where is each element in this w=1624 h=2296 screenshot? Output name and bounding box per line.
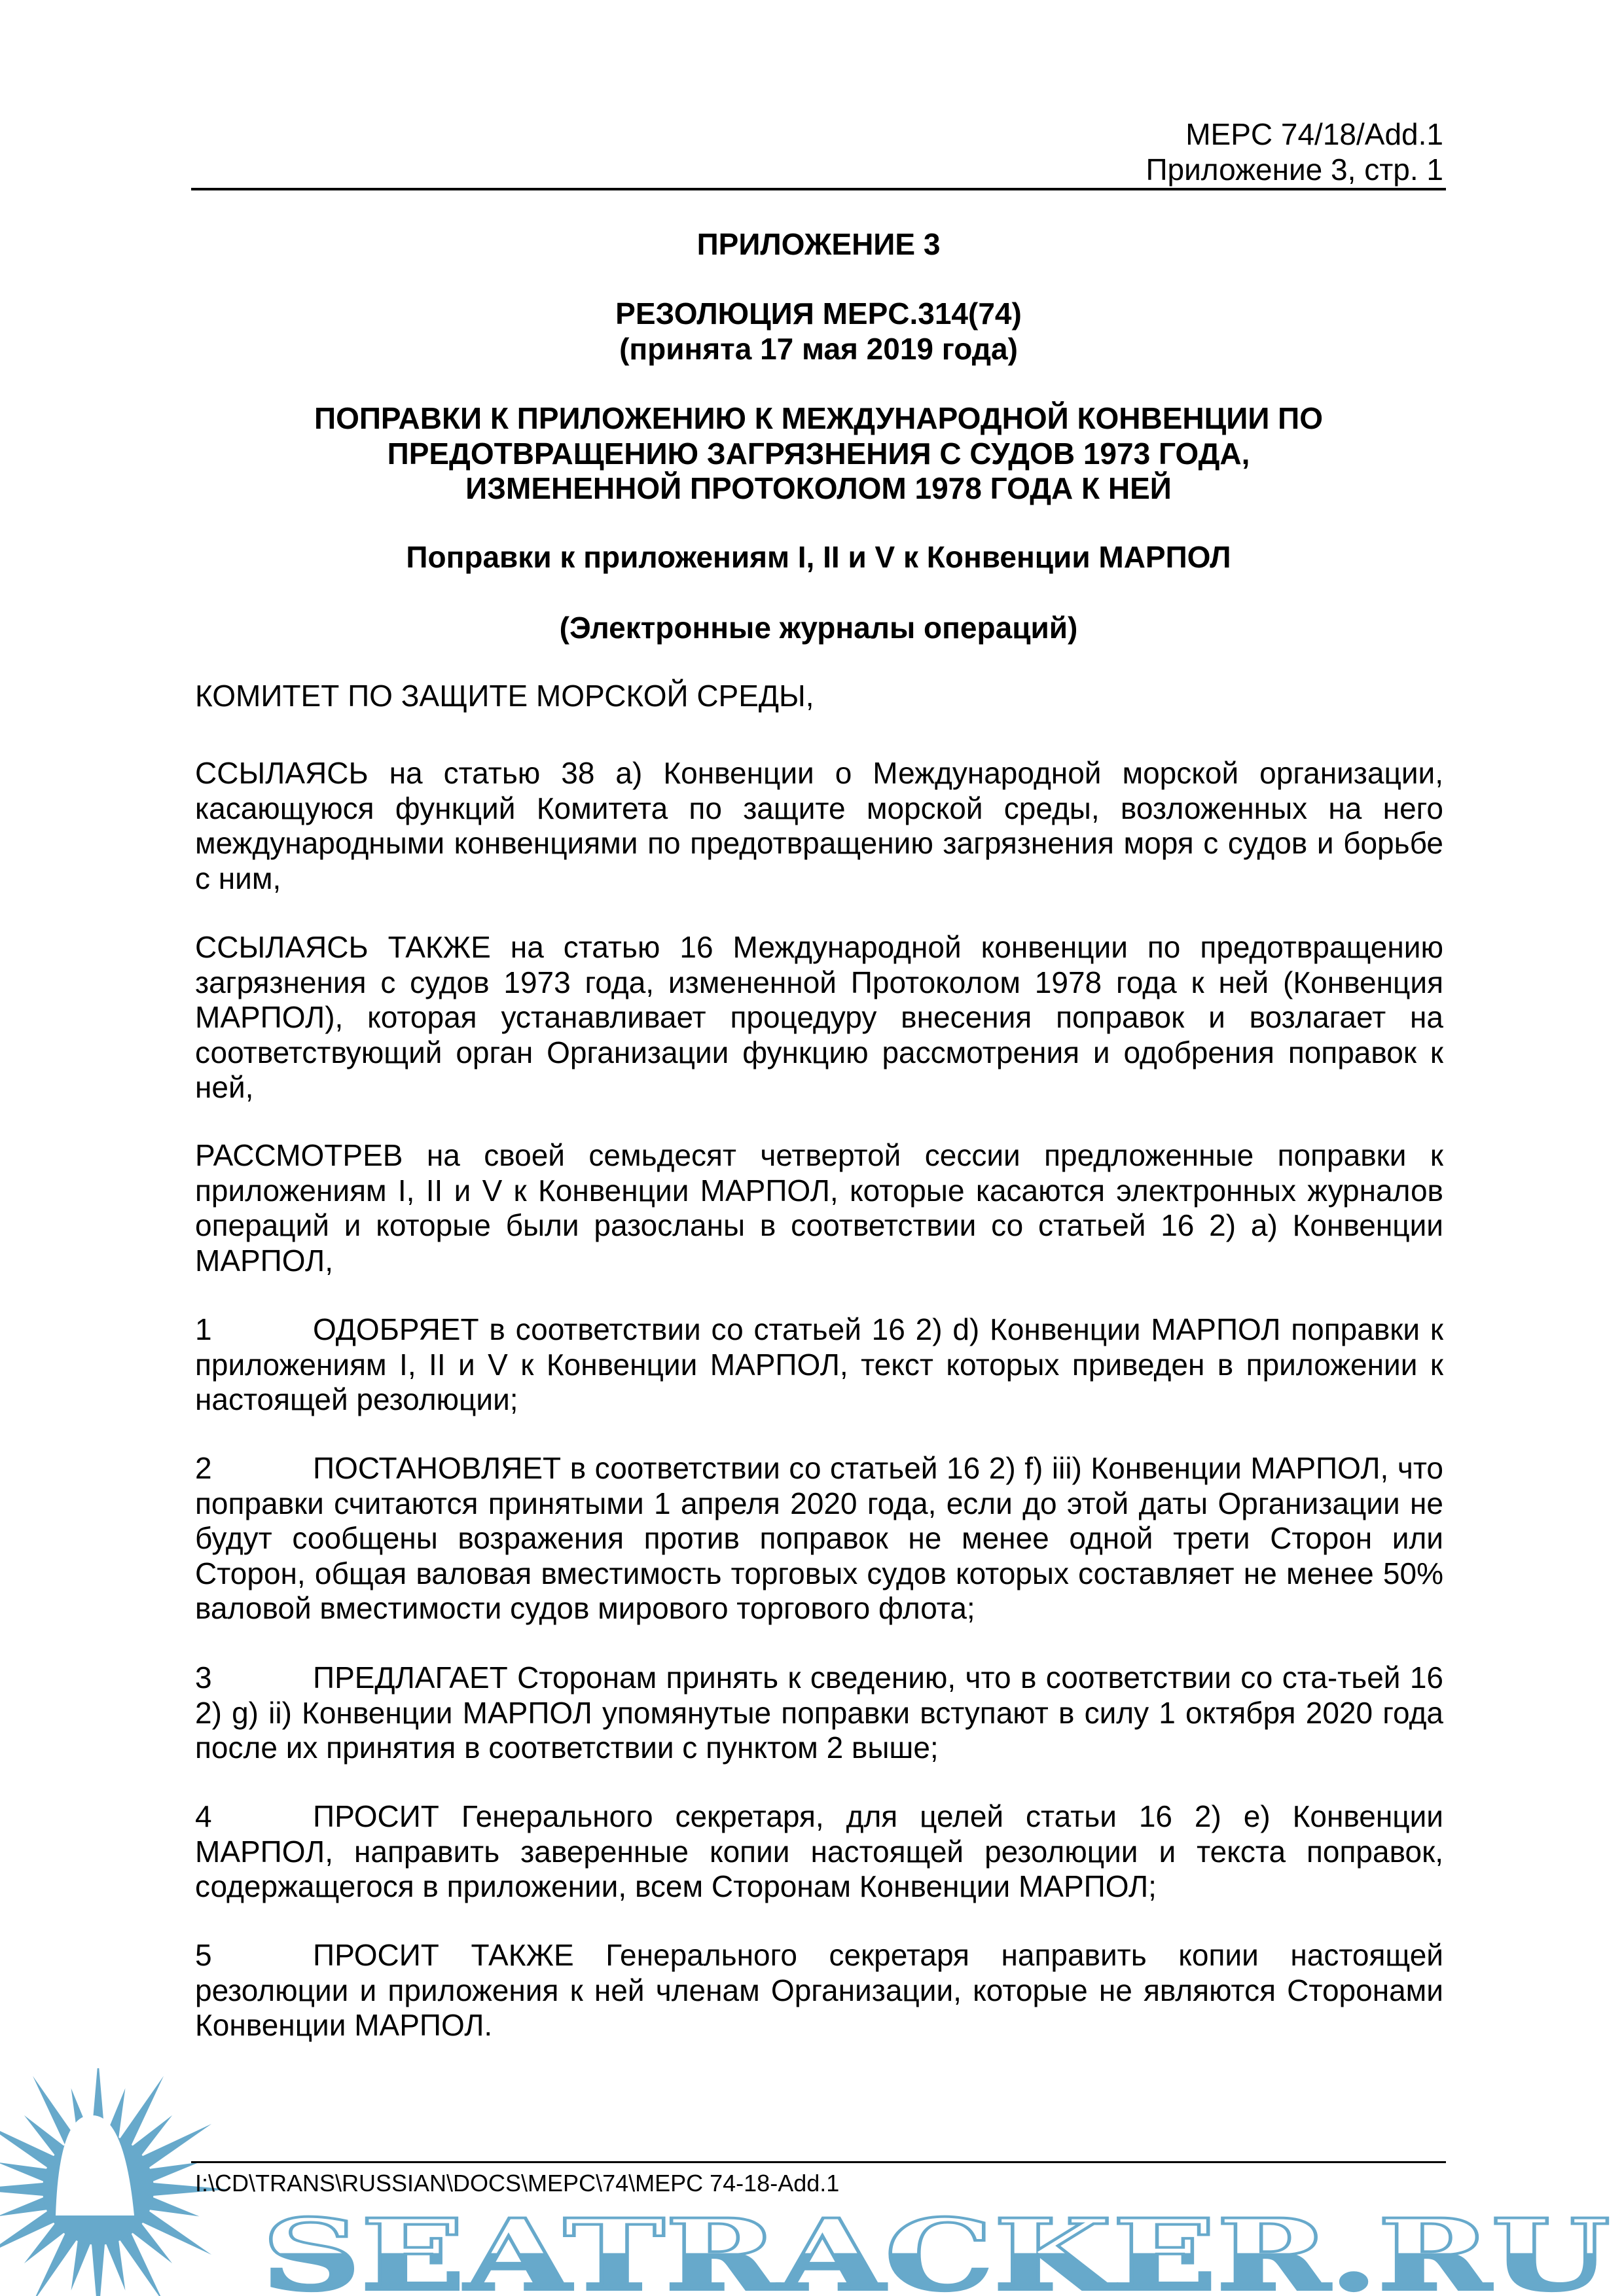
preamble-p3: РАССМОТРЕВ на своей семьдесят четвертой сессии предложенные поправки к приложениям I, II и V к Конвенции МАРПОЛ, которые касаются электронных журналов операций и которые были разосланы в соответствии со статьей 16 2) a) Конвенции МАРПОЛ,: [195, 1138, 1443, 1278]
preamble-p1: ССЫЛАЯСЬ на статью 38 a) Конвенции о Международной морской организации, касающуюся функций Комитета по защите морской среды, возложенных на него международными конвенциями по предотвращению загрязнения моря с судов и борьбе с ним,: [195, 756, 1443, 895]
preamble-p2: ССЫЛАЯСЬ ТАКЖЕ на статью 16 Международной конвенции по предотвращению загрязнения с судов 1973 года, измененной Протоколом 1978 года к ней (Конвенция МАРПОЛ), которая устанавливает процедуру внесения поправок и возлагает на соответствующий орган Организации функцию рассмотрения и одобрения поправок к ней,: [195, 930, 1443, 1104]
amendments-title-2: ПРЕДОТВРАЩЕНИЮ ЗАГРЯЗНЕНИЯ С СУДОВ 1973 ГОДА,: [387, 437, 1250, 471]
footer-rule: [191, 2161, 1446, 2163]
adopted-date: (принята 17 мая 2019 года): [619, 332, 1018, 366]
item-text: ОДОБРЯЕТ в соответствии со статьей 16 2) d) Конвенции МАРПОЛ поправки к приложениям I, II и V к Конвенции МАРПОЛ, текст которых приведен в приложении к настоящей резолюции;: [195, 1312, 1443, 1416]
amendments-title-1: ПОПРАВКИ К ПРИЛОЖЕНИЮ К МЕЖДУНАРОДНОЙ КОНВЕНЦИИ ПО: [314, 401, 1323, 435]
annex-title: ПРИЛОЖЕНИЕ 3: [696, 227, 941, 261]
subject: (Электронные журналы операций): [559, 611, 1078, 645]
committee-line: КОМИТЕТ ПО ЗАЩИТЕ МОРСКОЙ СРЕДЫ,: [195, 679, 814, 713]
header-page-ref: Приложение 3, стр. 1: [1146, 152, 1443, 187]
operative-item-3: [195, 1660, 1443, 1766]
operative-item-4: [195, 1799, 1443, 1905]
subtitle: Поправки к приложениям I, II и V к Конвенции МАРПОЛ: [406, 540, 1231, 574]
item-text: ПРОСИТ Генерального секретаря, для целей статьи 16 2) e) Конвенции МАРПОЛ, направить заверенные копии настоящей резолюции и текста поправок, содержащегося в приложении, всем Сторонам Конвенции МАРПОЛ;: [195, 1799, 1443, 1903]
header-doc-code: MEPC 74/18/Add.1: [1185, 117, 1443, 151]
item-number: 3: [195, 1660, 212, 1695]
item-text: ПРОСИТ ТАКЖЕ Генерального секретаря направить копии настоящей резолюции и приложения к ней членам Организации, которые не являются Сторонами Конвенции МАРПОЛ.: [195, 1938, 1443, 2042]
item-text: ПРЕДЛАГАЕТ Сторонам принять к сведению, что в соответствии со ста-тьей 16 2) g) ii) Конвенции МАРПОЛ упомянутые поправки вступают в силу 1 октября 2020 года после их принятия в соответствии с пунктом 2 выше;: [195, 1660, 1443, 1765]
item-text: ПОСТАНОВЛЯЕТ в соответствии со статьей 16 2) f) iii) Конвенции МАРПОЛ, что поправки считаются принятыми 1 апреля 2020 года, если до этой даты Организации не будут сообщены возражения против поправок не менее одной трети Сторон или Сторон, общая валовая вместимость торговых судов которых составляет не менее 50% валовой вместимости судов мирового торгового флота;: [195, 1451, 1443, 1625]
item-number: 4: [195, 1799, 212, 1833]
operative-item-1: [195, 1312, 1443, 1418]
item-number: 5: [195, 1938, 212, 1972]
operative-item-2: [195, 1451, 1443, 1626]
operative-item-5: [195, 1938, 1443, 2043]
watermark-text: SEATRACKER.RU: [262, 2198, 1610, 2296]
item-number: 2: [195, 1451, 212, 1485]
item-number: 1: [195, 1312, 212, 1346]
amendments-title-3: ИЗМЕНЕННОЙ ПРОТОКОЛОМ 1978 ГОДА К НЕЙ: [465, 471, 1172, 505]
footer-path: I:\CD\TRANS\RUSSIAN\DOCS\MEPC\74\MEPC 74-18-Add.1: [195, 2170, 840, 2197]
header-rule: [191, 188, 1446, 190]
resolution-title: РЕЗОЛЮЦИЯ MEPC.314(74): [615, 296, 1022, 331]
